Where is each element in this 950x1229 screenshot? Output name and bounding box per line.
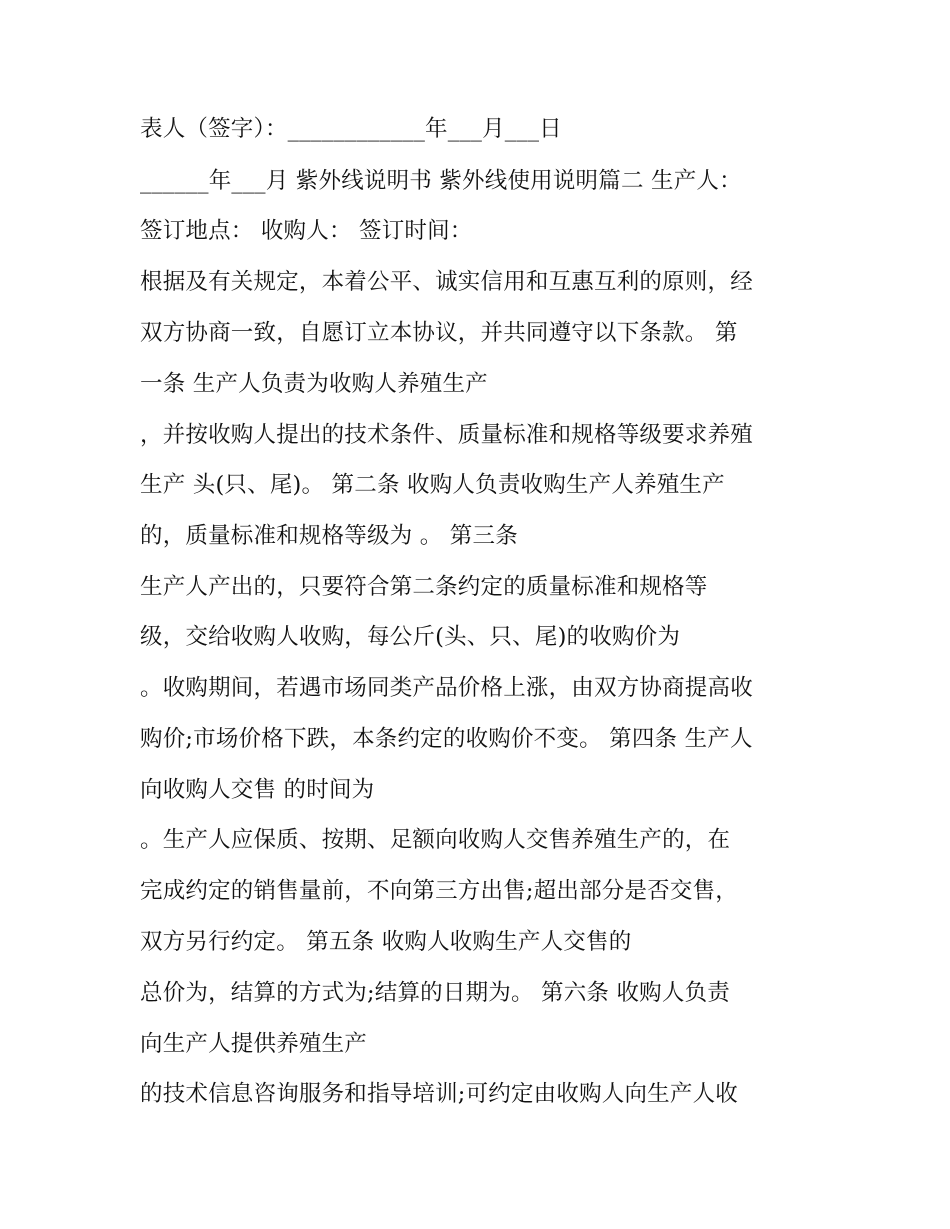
- text-line: 向收购人交售 的时间为: [140, 777, 375, 803]
- text-line: 根据及有关规定，本着公平、诚实信用和互惠互利的原则，经: [140, 269, 753, 295]
- text-line: 生产 头(只、尾)。 第二条 收购人负责收购生产人养殖生产: [140, 472, 725, 498]
- text-line: 表人（签字）：____________年___月___日: [140, 116, 562, 142]
- text-line: 一条 生产人负责为收购人养殖生产: [140, 371, 488, 397]
- text-line: 完成约定的销售量前，不向第三方出售;超出部分是否交售，: [140, 878, 738, 904]
- text-line: 级，交给收购人收购，每公斤(头、只、尾)的收购价为: [140, 624, 681, 650]
- text-line: 。生产人应保质、按期、足额向收购人交售养殖生产的，在: [140, 827, 731, 853]
- text-line: 购价;市场价格下跌，本条约定的收购价不变。 第四条 生产人: [140, 726, 753, 752]
- text-line: 双方另行约定。 第五条 收购人收购生产人交售的: [140, 929, 632, 955]
- text-line: 的，质量标准和规格等级为 。 第三条: [140, 523, 518, 549]
- text-line: 。收购期间，若遇市场同类产品价格上涨，由双方协商提高收: [140, 675, 753, 701]
- text-line: 生产人产出的，只要符合第二条约定的质量标准和规格等: [140, 574, 708, 600]
- text-line: 总价为，结算的方式为;结算的日期为。 第六条 收购人负责: [140, 980, 730, 1006]
- text-line: 签订地点： 收购人： 签订时间：: [140, 218, 473, 244]
- text-line: 向生产人提供养殖生产: [140, 1031, 368, 1057]
- text-line: 的技术信息咨询服务和指导培训;可约定由收购人向生产人收: [140, 1081, 738, 1107]
- text-line: ______年___月 紫外线说明书 紫外线使用说明篇二 生产人：: [140, 168, 742, 194]
- text-line: 双方协商一致，自愿订立本协议，并共同遵守以下条款。 第: [140, 320, 738, 346]
- text-line: ，并按收购人提出的技术条件、质量标准和规格等级要求养殖: [140, 422, 753, 448]
